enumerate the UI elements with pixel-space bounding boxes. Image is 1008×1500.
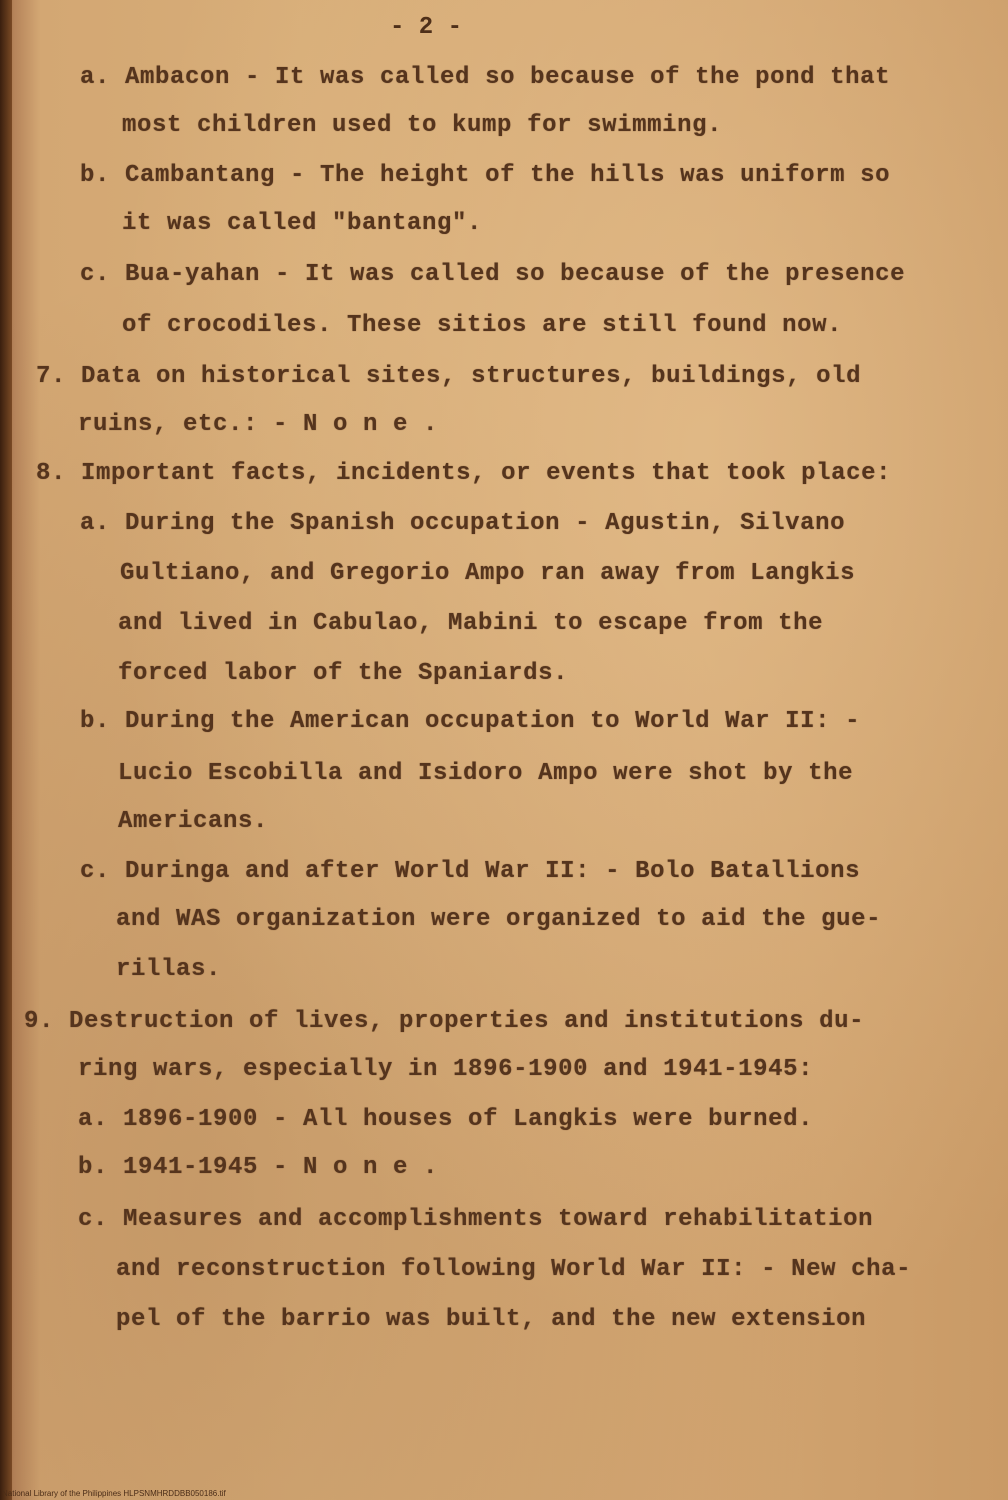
section-heading-7: 7. Data on historical sites, structures, buildings, old [36,363,862,390]
text-line: and reconstruction following World War II: - New cha- [116,1256,912,1283]
text-line: ring wars, especially in 1896-1900 and 1941-1945: [78,1056,814,1083]
bleed-through [560,220,573,245]
text-line: ruins, etc.: - N o n e . [78,411,439,438]
text-line: a. During the Spanish occupation - Agustin, Silvano [80,510,846,537]
section-heading-9: 9. Destruction of lives, properties and institutions du- [24,1008,865,1035]
text-line: a. 1896-1900 - All houses of Langkis were burned. [78,1106,814,1133]
text-line: pel of the barrio was built, and the new extension [116,1306,867,1333]
text-line: c. Measures and accomplishments toward rehabilitation [78,1206,874,1233]
text-line: Americans. [118,808,269,835]
page-number: - 2 - [390,14,463,41]
text-line: b. 1941-1945 - N o n e . [78,1154,439,1181]
text-line: b. During the American occupation to World War II: - [80,708,861,735]
text-line: a. Ambacon - It was called so because of the pond that [80,64,891,91]
text-line: and lived in Cabulao, Mabini to escape from the [118,610,824,637]
text-line: Lucio Escobilla and Isidoro Ampo were shot by the [118,760,854,787]
text-line: b. Cambantang - The height of the hills was uniform so [80,162,891,189]
text-line: c. Bua-yahan - It was called so because of the presence [80,261,906,288]
binding-edge [0,0,12,1500]
text-line: of crocodiles. These sitios are still found now. [122,312,843,339]
text-line: most children used to kump for swimming. [122,112,723,139]
text-line: c. Duringa and after World War II: - Bolo Batallions [80,858,861,885]
text-line: Gultiano, and Gregorio Ampo ran away from Langkis [120,560,856,587]
archive-footer: National Library of the Philippines HLPSNMHRDDBB050186.tif [2,1489,226,1498]
text-line: rillas. [116,956,222,983]
text-line: forced labor of the Spaniards. [118,660,569,687]
text-line: it was called "bantang". [122,210,483,237]
text-line: and WAS organization were organized to aid the gue- [116,906,882,933]
section-heading-8: 8. Important facts, incidents, or events that took place: [36,460,892,487]
